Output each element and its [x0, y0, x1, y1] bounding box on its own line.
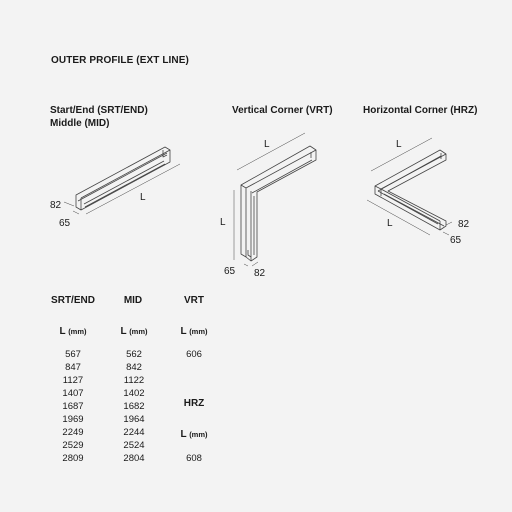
mid-value: 2524 [123, 440, 145, 451]
straight-heading-line2: Middle (MID) [50, 118, 110, 129]
mid-value: 2804 [123, 453, 145, 464]
srt-end-value: 847 [65, 362, 81, 373]
mid-value: 562 [126, 349, 142, 360]
vertical-height-label: 82 [254, 268, 266, 279]
page-title: OUTER PROFILE (EXT LINE) [51, 55, 189, 66]
straight-width-label: 65 [59, 218, 71, 229]
srt-end-value: 1127 [62, 375, 84, 386]
vrt-unit-mm: (mm) [189, 327, 208, 336]
horizontal-corner-heading: Horizontal Corner (HRZ) [363, 105, 478, 116]
mid-value: 1402 [123, 388, 145, 399]
srt-end-value: 1407 [62, 388, 84, 399]
straight-height-label: 82 [50, 200, 62, 211]
srt-end-unit-symbol: L [59, 326, 66, 337]
hrz-unit-mm: (mm) [189, 430, 208, 439]
srt-end-value: 2809 [62, 453, 84, 464]
horizontal-width-label: 65 [450, 235, 462, 246]
srt-end-value: 2529 [62, 440, 84, 451]
hrz-column-header: HRZ [183, 398, 205, 409]
vrt-value: 606 [186, 349, 202, 360]
mid-unit-mm: (mm) [129, 327, 148, 336]
vertical-length-side-label: L [220, 217, 226, 228]
mid-unit-symbol: L [120, 326, 127, 337]
vrt-unit-label [164, 326, 224, 337]
hrz-unit-symbol: L [180, 429, 187, 440]
vrt-unit-symbol: L [180, 326, 187, 337]
srt-end-value: 1687 [62, 401, 84, 412]
straight-heading-line1: Start/End (SRT/END) [50, 105, 148, 116]
vertical-corner-drawing [234, 133, 316, 266]
vertical-corner-heading: Vertical Corner (VRT) [232, 105, 333, 116]
mid-value: 1682 [123, 401, 145, 412]
vrt-column-header: VRT [184, 295, 204, 306]
straight-length-label: L [140, 192, 146, 203]
vertical-width-label: 65 [224, 266, 236, 277]
mid-value: 1122 [123, 375, 145, 386]
mid-value: 2244 [123, 427, 145, 438]
horizontal-height-label: 82 [458, 219, 470, 230]
hrz-unit-label [164, 429, 224, 440]
srt-end-column-header: SRT/END [51, 295, 95, 306]
mid-value: 1964 [123, 414, 145, 425]
hrz-value: 608 [186, 453, 202, 464]
srt-end-value: 567 [65, 349, 81, 360]
horizontal-length-bottom-label: L [387, 218, 393, 229]
mid-unit-label [104, 326, 164, 337]
mid-value: 842 [126, 362, 142, 373]
straight-profile-drawing [64, 147, 180, 214]
mid-column-header: MID [123, 295, 143, 306]
srt-end-value: 1969 [62, 414, 84, 425]
srt-end-values [43, 348, 103, 465]
srt-end-unit-label [43, 326, 103, 337]
horizontal-length-top-label: L [396, 139, 402, 150]
horizontal-corner-drawing [367, 138, 452, 235]
mid-values [104, 348, 164, 465]
srt-end-unit-mm: (mm) [68, 327, 87, 336]
srt-end-value: 2249 [62, 427, 84, 438]
vertical-length-top-label: L [264, 139, 270, 150]
